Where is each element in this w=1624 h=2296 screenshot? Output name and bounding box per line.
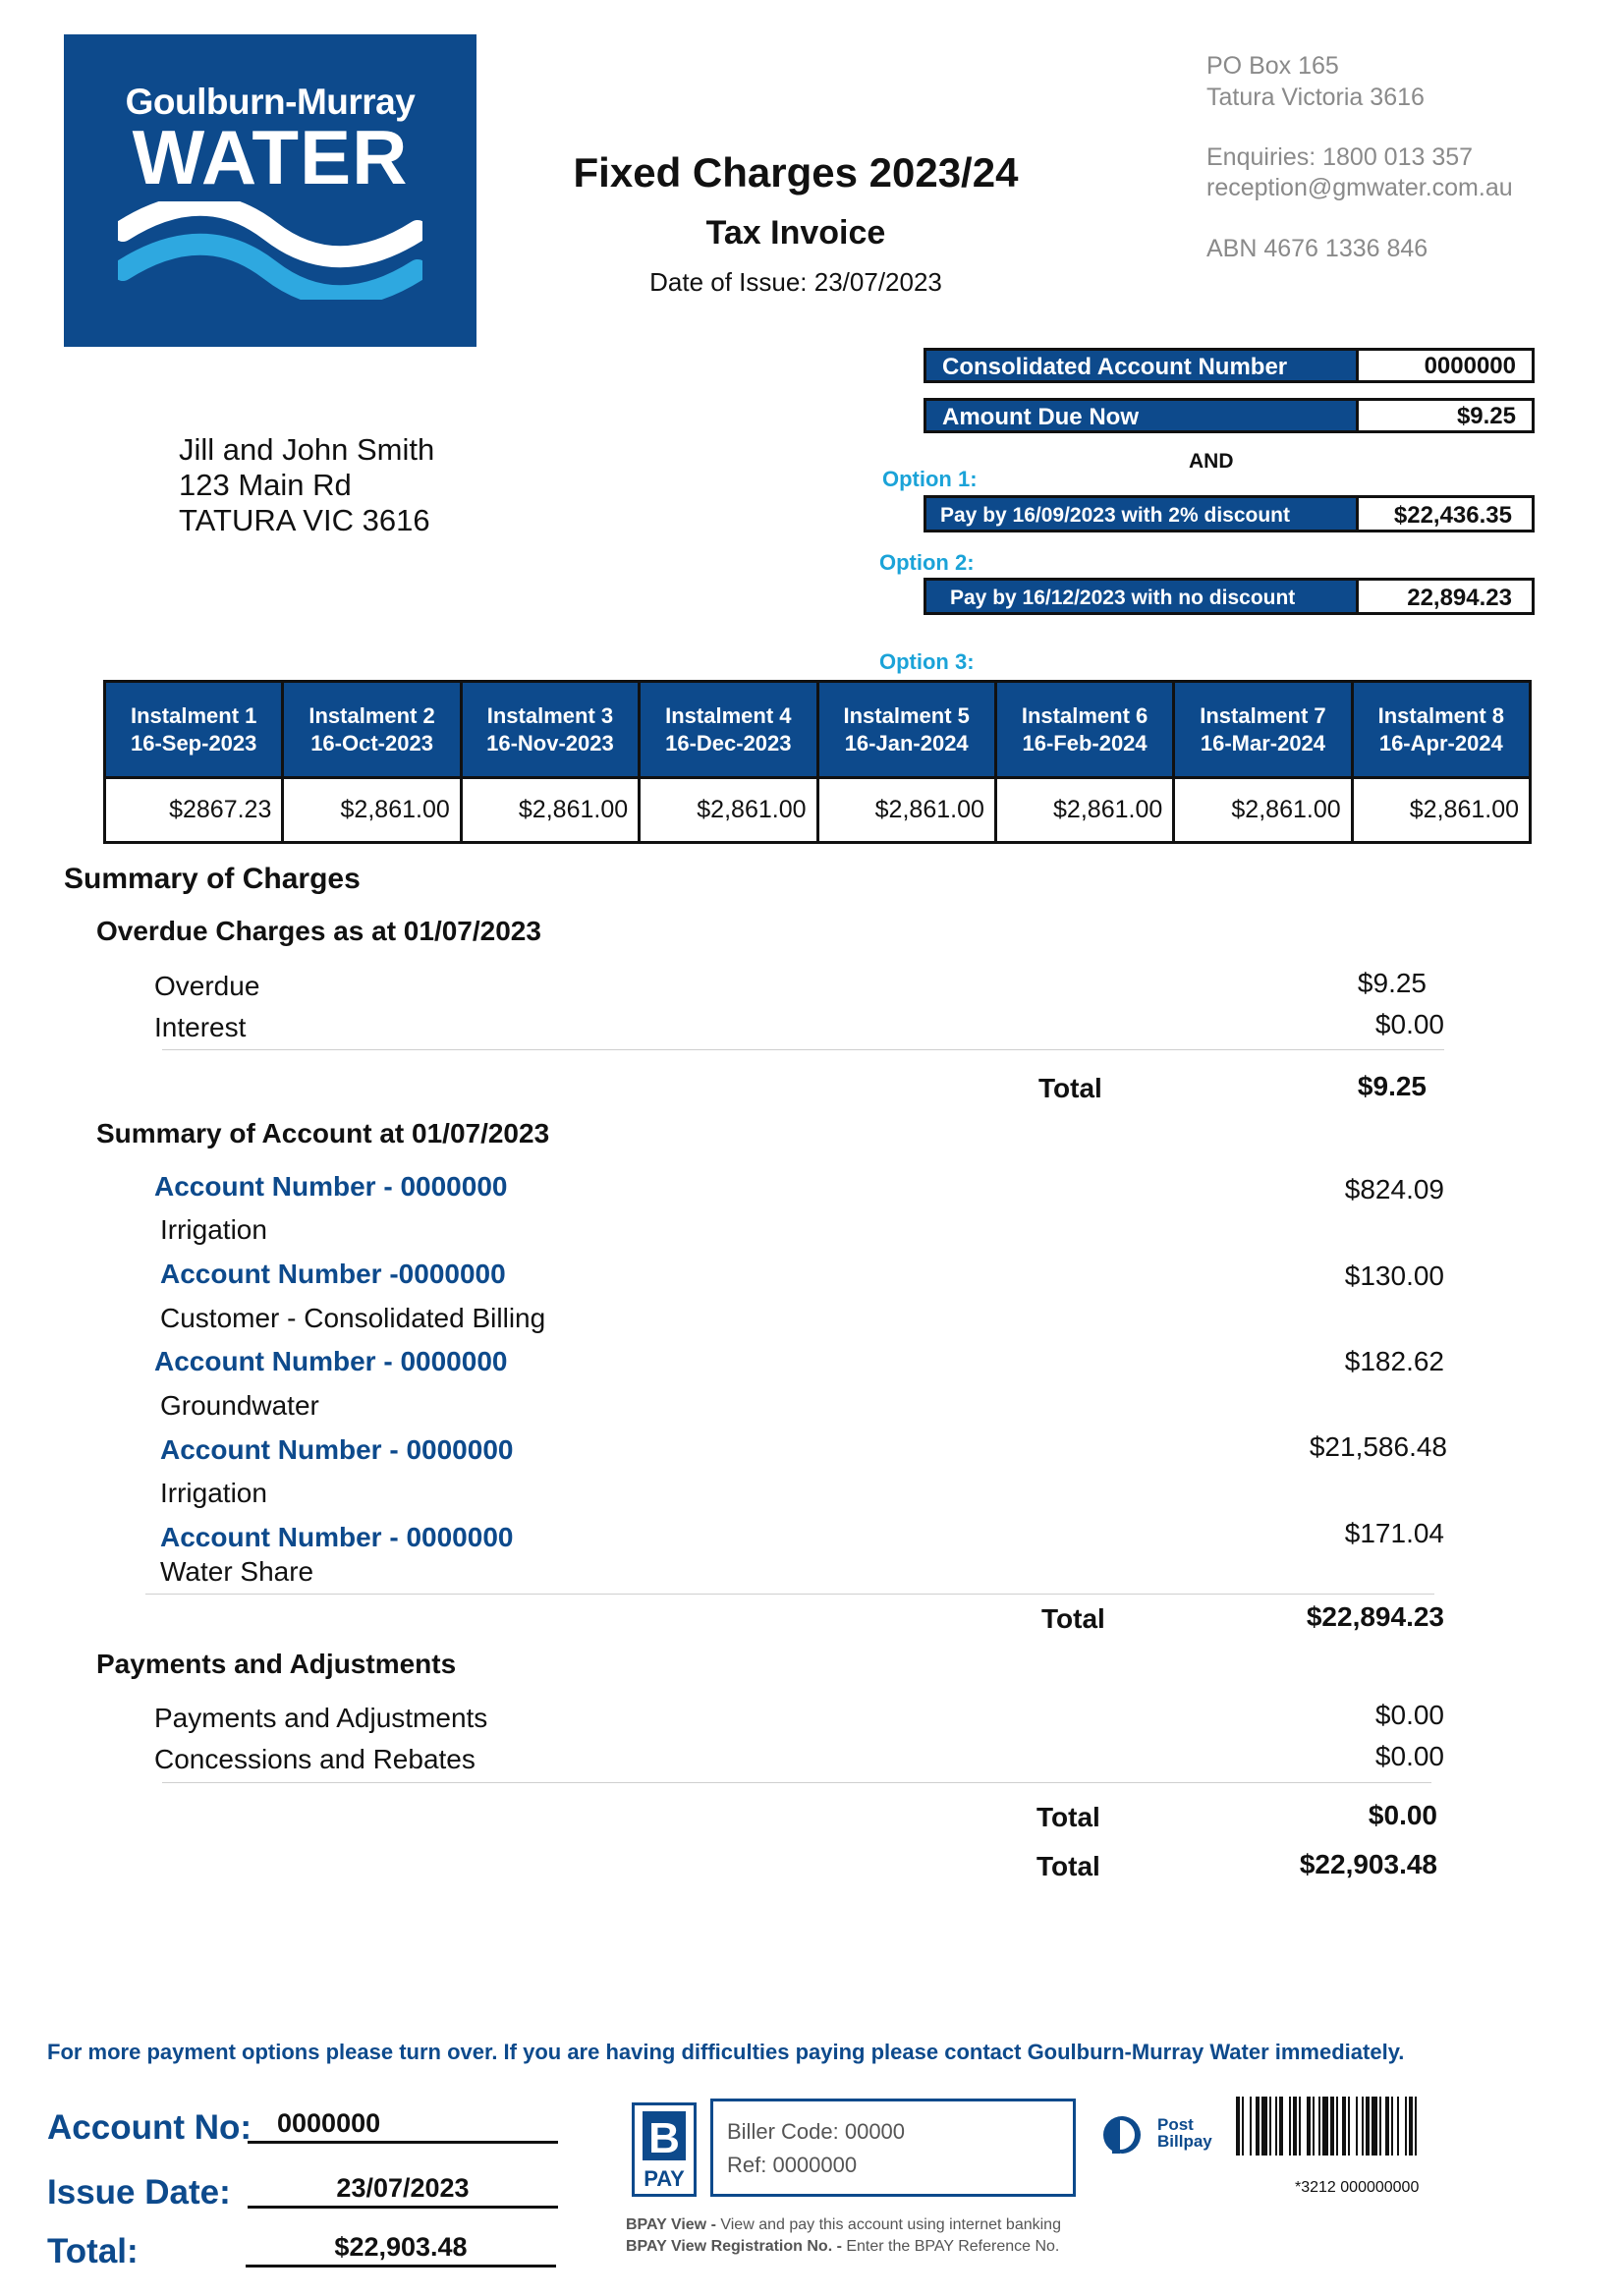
- instalment-header: Instalment 3 16-Nov-2023: [461, 682, 639, 778]
- instalment-table: [103, 680, 1532, 844]
- payments-label: Payments and Adjustments: [154, 1703, 488, 1733]
- divider: [162, 1049, 1444, 1050]
- instalment-header: Instalment 4 16-Dec-2023: [640, 682, 817, 778]
- biller-ref: Ref: 0000000: [727, 2153, 858, 2177]
- account-amount: $824.09: [1344, 1174, 1444, 1204]
- biller-box: [710, 2099, 1076, 2197]
- account-number: Account Number - 0000000: [160, 1434, 514, 1465]
- account-amount: $171.04: [1344, 1518, 1444, 1548]
- post-billpay-text: Post Billpay: [1157, 2115, 1212, 2151]
- account-total-value: $22,894.23: [1306, 1601, 1444, 1632]
- bpay-registration-line: BPAY View Registration No. - Enter the BPAY Reference No.: [626, 2238, 1060, 2255]
- instalment-amount: $2,861.00: [283, 778, 461, 843]
- payment-note: For more payment options please turn over. If you are having difficulties paying please contact Goulburn-Murray Water immediately.: [47, 2040, 1405, 2064]
- org-enquiries: Enquiries: 1800 013 357: [1206, 143, 1474, 171]
- amount-due-label: Amount Due Now: [926, 401, 1359, 430]
- instalment-header: Instalment 5 16-Jan-2024: [817, 682, 995, 778]
- instalment-header: Instalment 2 16-Oct-2023: [283, 682, 461, 778]
- grand-total-label: Total: [1036, 1851, 1100, 1881]
- divider: [162, 1782, 1431, 1783]
- logo-text-line1: Goulburn-Murray: [125, 82, 416, 122]
- account-number: Account Number -0000000: [160, 1259, 506, 1289]
- instalment-amount: $2,861.00: [1174, 778, 1352, 843]
- date-of-issue: Date of Issue: 23/07/2023: [649, 267, 942, 297]
- account-type: Groundwater: [160, 1390, 319, 1421]
- bpay-logo: [632, 2102, 697, 2197]
- post-logo-icon: [1094, 2114, 1153, 2156]
- org-abn: ABN 4676 1336 846: [1206, 235, 1428, 262]
- account-amount: $21,586.48: [1309, 1431, 1447, 1462]
- payments-total-value: $0.00: [1368, 1800, 1437, 1830]
- grand-total-value: $22,903.48: [1299, 1849, 1437, 1879]
- summary-heading: Summary of Charges: [64, 863, 361, 895]
- instalment-header: Instalment 1 16-Sep-2023: [105, 682, 283, 778]
- barcode: [1236, 2097, 1480, 2156]
- customer-street: 123 Main Rd: [179, 468, 352, 502]
- bpay-b-icon: [635, 2105, 694, 2164]
- account-type: Customer - Consolidated Billing: [160, 1303, 546, 1333]
- interest-value: $0.00: [1374, 1009, 1444, 1039]
- customer-city: TATURA VIC 3616: [179, 503, 430, 537]
- footer-account-value: 0000000: [248, 2108, 558, 2144]
- instalment-amount: $2,861.00: [817, 778, 995, 843]
- footer-account-label: Account No:: [47, 2108, 252, 2147]
- account-number: Account Number - 0000000: [160, 1522, 514, 1552]
- instalment-header: Instalment 6 16-Feb-2024: [995, 682, 1173, 778]
- company-logo: [64, 34, 476, 347]
- bpay-view-line: BPAY View - View and pay this account using internet banking: [626, 2216, 1061, 2233]
- overdue-value: $9.25: [1357, 968, 1427, 998]
- instalment-amount: $2,861.00: [461, 778, 639, 843]
- post-billpay-logo: [1094, 2114, 1212, 2160]
- consolidated-account-label: Consolidated Account Number: [926, 351, 1359, 380]
- customer-name: Jill and John Smith: [179, 432, 435, 467]
- account-summary-heading: Summary of Account at 01/07/2023: [96, 1118, 550, 1148]
- and-label: AND: [1189, 450, 1234, 473]
- org-address-line2: Tatura Victoria 3616: [1206, 84, 1425, 111]
- barcode-number: *3212 000000000: [1295, 2179, 1420, 2196]
- org-email: reception@gmwater.com.au: [1206, 174, 1513, 201]
- account-type: Irrigation: [160, 1214, 267, 1245]
- barcode-icon: [1236, 2097, 1480, 2156]
- footer-issue-value: 23/07/2023: [248, 2173, 558, 2209]
- instalment-amount: $2,861.00: [640, 778, 817, 843]
- account-amount: $130.00: [1344, 1260, 1444, 1291]
- option2-label: Option 2:: [879, 550, 975, 575]
- option3-label: Option 3:: [879, 649, 975, 674]
- amount-due-row: [924, 398, 1535, 433]
- option2-row: [924, 578, 1535, 615]
- account-type: Water Share: [160, 1556, 314, 1587]
- overdue-total-label: Total: [1038, 1073, 1102, 1103]
- account-number: Account Number - 0000000: [154, 1346, 508, 1376]
- account-number: Account Number - 0000000: [154, 1171, 508, 1202]
- account-type: Irrigation: [160, 1478, 267, 1508]
- consolidated-account-value: 0000000: [1424, 353, 1516, 379]
- instalment-header: Instalment 8 16-Apr-2024: [1352, 682, 1530, 778]
- instalment-amount: $2867.23: [105, 778, 283, 843]
- overdue-total-value: $9.25: [1357, 1071, 1427, 1101]
- payments-heading: Payments and Adjustments: [96, 1649, 457, 1679]
- footer-total-label: Total:: [47, 2232, 139, 2270]
- option2-value: 22,894.23: [1407, 585, 1512, 611]
- amount-due-value: $9.25: [1456, 403, 1516, 429]
- option1-row: [924, 495, 1535, 532]
- footer-total-value: $22,903.48: [246, 2232, 556, 2268]
- option1-label: Option 1:: [882, 467, 978, 491]
- account-total-label: Total: [1041, 1603, 1105, 1634]
- instalment-amount: $2,861.00: [995, 778, 1173, 843]
- customer-address: [179, 432, 434, 538]
- concessions-value: $0.00: [1374, 1741, 1444, 1771]
- option1-text: Pay by 16/09/2023 with 2% discount: [926, 498, 1359, 530]
- invoice-title: Fixed Charges 2023/24: [573, 149, 1019, 196]
- payments-total-label: Total: [1036, 1802, 1100, 1832]
- logo-text-line2: WATER: [132, 114, 409, 200]
- wave-icon: [118, 201, 422, 300]
- overdue-label: Overdue: [154, 971, 260, 1001]
- bpay-logo-text: PAY: [644, 2166, 685, 2191]
- option1-value: $22,436.35: [1393, 502, 1512, 529]
- org-address-line1: PO Box 165: [1206, 52, 1339, 80]
- account-amount: $182.62: [1344, 1346, 1444, 1376]
- svg-text:B: B: [648, 2114, 680, 2162]
- instalment-amount: $2,861.00: [1352, 778, 1530, 843]
- concessions-label: Concessions and Rebates: [154, 1744, 476, 1774]
- consolidated-account-row: [924, 348, 1535, 383]
- interest-label: Interest: [154, 1012, 247, 1042]
- instalment-amount-row: [105, 778, 1531, 843]
- instalment-header: Instalment 7 16-Mar-2024: [1174, 682, 1352, 778]
- footer-issue-label: Issue Date:: [47, 2173, 231, 2212]
- overdue-heading: Overdue Charges as at 01/07/2023: [96, 916, 541, 946]
- option2-text: Pay by 16/12/2023 with no discount: [926, 581, 1359, 612]
- biller-code: Biller Code: 00000: [727, 2119, 906, 2144]
- instalment-header-row: [105, 682, 1531, 778]
- invoice-subtitle: Tax Invoice: [705, 214, 886, 252]
- divider: [145, 1594, 1434, 1595]
- payments-value: $0.00: [1374, 1700, 1444, 1730]
